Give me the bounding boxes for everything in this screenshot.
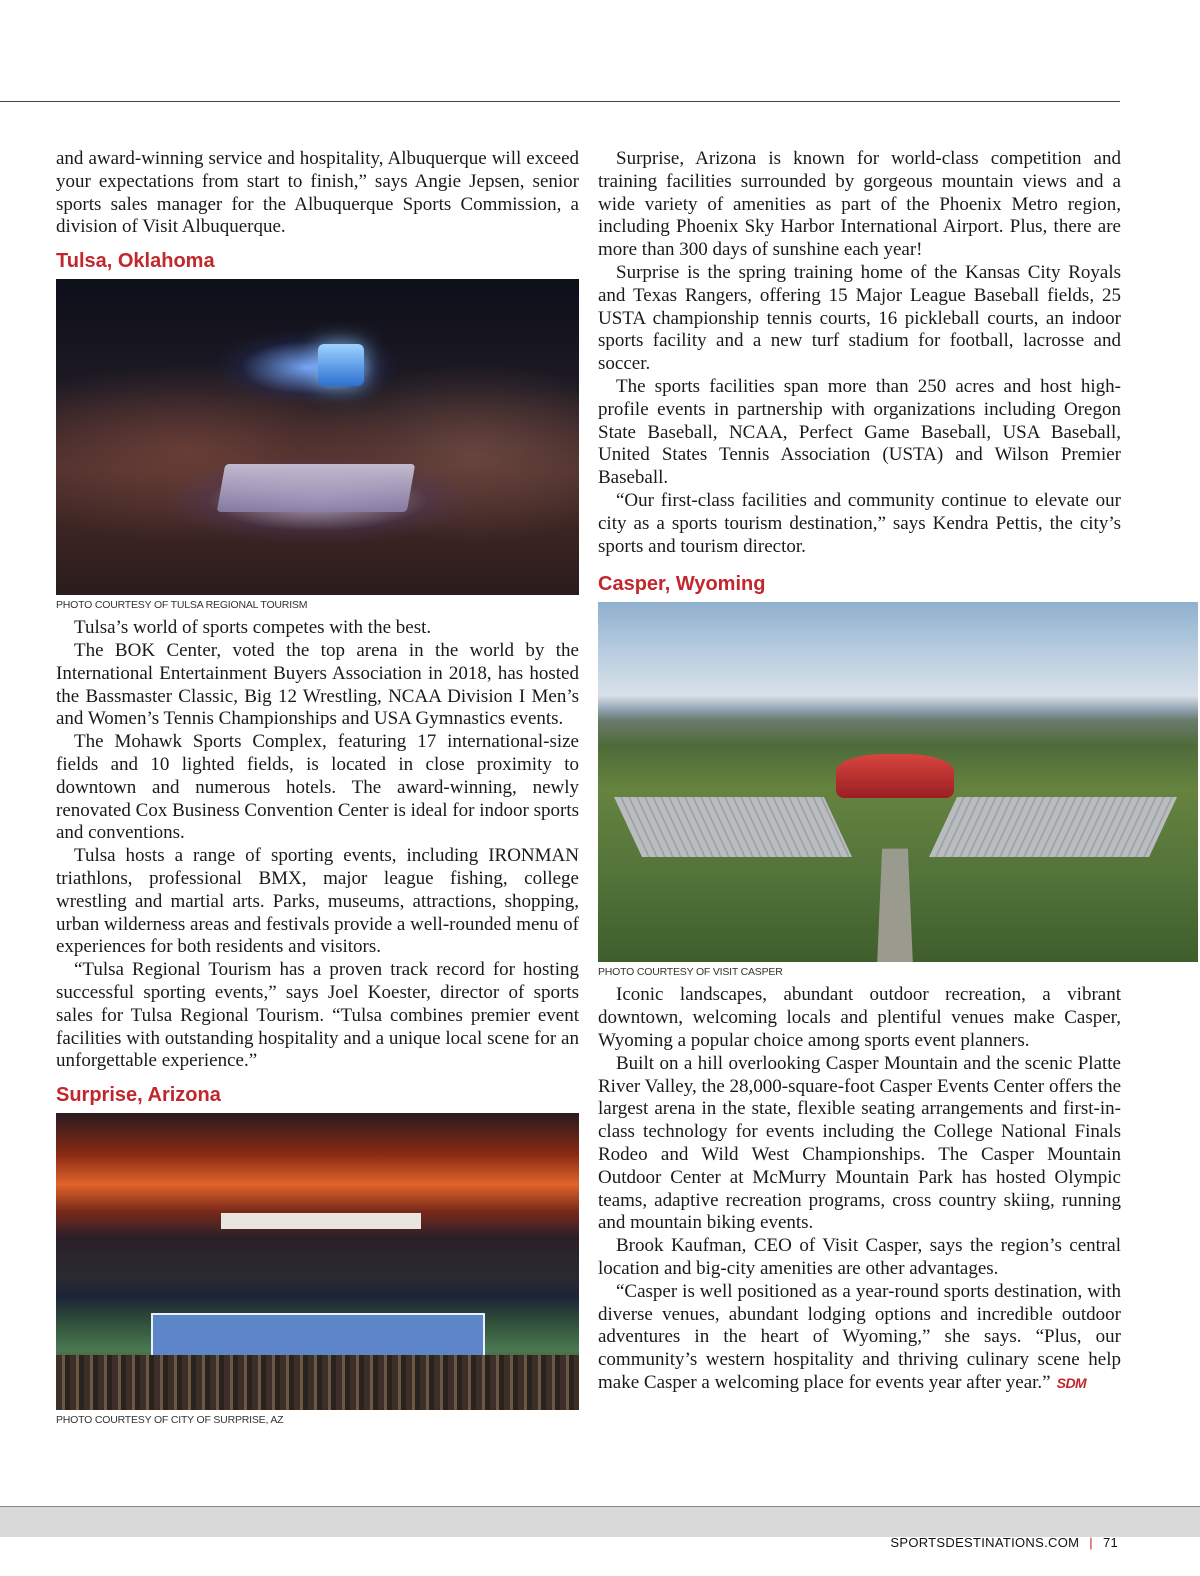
photo-credit-casper: PHOTO COURTESY OF VISIT CASPER	[598, 966, 783, 979]
left-column	[56, 148, 579, 1432]
photo-credit-surprise: PHOTO COURTESY OF CITY OF SURPRISE, AZ	[56, 1414, 284, 1427]
footer-site-link[interactable]: SPORTSDESTINATIONS.COM	[890, 1535, 1080, 1550]
tulsa-paragraph: Tulsa’s world of sports competes with the best.	[74, 617, 432, 639]
tennis-stands	[56, 1355, 579, 1410]
surprise-paragraph: Surprise is the spring training home of the Kansas City Royals and Texas Rangers, offering 15 Major League Baseball fields, 25 USTA championship tennis courts, 16 pickleball courts, an indoor sports facility and a new turf stadium for football, lacrosse and soccer.	[598, 261, 1121, 375]
casper-closing-text: “Casper is well positioned as a year-round sports destination, with diverse venues, abundant lodging options and incredible outdoor adventures in the heart of Wyoming,” she says. “Plus, our community’s western hospitality and thriving culinary scene help make Casper a welcoming place for events year after year.”	[598, 1280, 1121, 1393]
casper-paragraph: Built on a hill overlooking Casper Mountain and the scenic Platte River Valley, the 28,000-square-foot Casper Events Center offers the largest arena in the state, flexible seating arrangements and first-in-class technology for events including the College National Finals Rodeo and Wild West Championships. The Casper Mountain Outdoor Center at McMurry Mountain Park has hosted Olympic teams, adaptive recreation programs, cross country skiing, running and mountain biking events.	[598, 1052, 1121, 1234]
top-rule	[0, 101, 1120, 102]
arena-scoreboard	[318, 344, 364, 386]
footer-bar	[0, 1506, 1200, 1537]
footer-separator: |	[1089, 1535, 1093, 1550]
photo-tulsa-arena	[56, 279, 579, 595]
photo-credit-tulsa: PHOTO COURTESY OF TULSA REGIONAL TOURISM	[56, 599, 308, 612]
surprise-paragraph: “Our first-class facilities and community continue to elevate our city as a sports tourism destination,” says Kendra Pettis, the city’s sports and tourism director.	[598, 489, 1121, 557]
heading-tulsa: Tulsa, Oklahoma	[56, 250, 215, 273]
tulsa-paragraph: The Mohawk Sports Complex, featuring 17 international-size fields and 10 lighted fields, is located in close proximity to downtown and numerous hotels. The award-winning, newly renovated Cox Business Convention Center is ideal for indoor sports and conventions.	[56, 731, 579, 844]
photo-surprise-tennis	[56, 1113, 579, 1410]
page-number: 71	[1102, 1535, 1118, 1550]
surprise-paragraph: Surprise, Arizona is known for world-class competition and training facilities surrounded by gorgeous mountain views and a wide variety of amenities as part of the Phoenix Metro region, including Phoenix Sky Harbor International Airport. Plus, there are more than 300 days of sunshine each year!	[598, 148, 1121, 261]
heading-casper: Casper, Wyoming	[598, 573, 766, 596]
tulsa-paragraph: “Tulsa Regional Tourism has a proven track record for hosting successful sporting events,” says Joel Koester, director of sports sales for Tulsa Regional Tourism. “Tulsa combines premier event facilities with outstanding hospitality and a unique local scene for an unforgettable experience.”	[56, 959, 579, 1072]
footer	[890, 1536, 1118, 1550]
entry-road	[877, 849, 913, 962]
tennis-tent	[221, 1213, 421, 1229]
surprise-paragraph: The sports facilities span more than 250 acres and host high-profile events in partnership with organizations including Oregon State Baseball, NCAA, Perfect Game Baseball, USA Baseball, United States Tennis Association (USTA) and Wilson Premier Baseball.	[598, 375, 1121, 489]
casper-paragraph: Iconic landscapes, abundant outdoor recreation, a vibrant downtown, welcoming locals and plentiful venues make Casper, Wyoming a popular choice among sports event planners.	[598, 984, 1121, 1051]
arena-stage	[217, 464, 415, 512]
intro-paragraph: and award-winning service and hospitality, Albuquerque will exceed your expectations from start to finish,” says Angie Jepsen, senior sports sales manager for the Albuquerque Sports Commission, a division of Visit Albuquerque.	[56, 148, 579, 238]
sdm-logo: SDM	[1056, 1374, 1087, 1391]
parking-lot-left	[614, 797, 852, 857]
casper-closing-paragraph	[598, 1281, 1121, 1395]
casper-paragraph: Brook Kaufman, CEO of Visit Casper, says the region’s central location and big-city amenities are other advantages.	[598, 1235, 1121, 1279]
parking-lot-right	[929, 797, 1177, 857]
tulsa-paragraph: Tulsa hosts a range of sporting events, including IRONMAN triathlons, professional BMX, major league fishing, college wrestling and martial arts. Parks, museums, attractions, shopping, urban wilderness areas and festivals provide a well-rounded menu of experiences for both residents and visitors.	[56, 845, 579, 958]
events-center-roof	[836, 754, 954, 798]
right-column	[598, 148, 1121, 1395]
photo-casper-aerial	[598, 602, 1198, 962]
heading-surprise: Surprise, Arizona	[56, 1084, 221, 1107]
tulsa-paragraph: The BOK Center, voted the top arena in the world by the International Entertainment Buyers Association in 2018, has hosted the Bassmaster Classic, Big 12 Wrestling, NCAA Division I Men’s and Women’s Tennis Championships and USA Gymnastics events.	[56, 639, 579, 730]
